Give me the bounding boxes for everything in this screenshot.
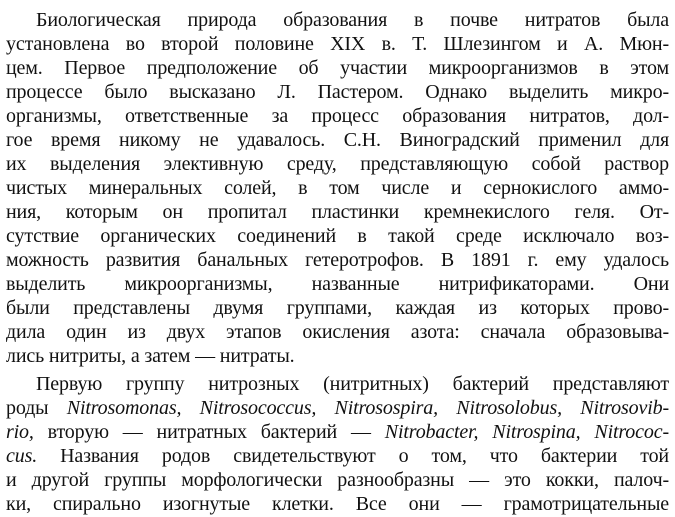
genus-name: Nitrosolobus, — [456, 397, 562, 419]
paragraph-1-line: выделить микроорганизмы, названные нитрификаторами. Они — [6, 273, 669, 295]
genus-name: Nitrobacter, — [384, 421, 479, 443]
genus-name: Nitrosospira, — [334, 397, 438, 419]
paragraph-2-line: Первую группу нитрозных (нитритных) бактерий представляют — [36, 373, 669, 395]
paragraph-2-line: ки, спирально изогнутые клетки. Все они — грамотрицательные — [6, 493, 669, 515]
paragraph-1-line: установлена во второй половине XIX в. Т. Шлезингом и А. Мюн- — [6, 33, 669, 55]
genus-name: cus. — [6, 445, 38, 467]
paragraph-1-line: организмы, ответственные за процесс образования нитратов, дол- — [6, 105, 669, 127]
paragraph-1-line: сутствие органических соединений в такой среде исключало воз- — [6, 225, 669, 247]
paragraph-1-line: можность развития банальных гетеротрофов. В 1891 г. ему удалось — [6, 249, 669, 271]
paragraph-2-line — [6, 420, 669, 444]
paragraph-1-line: их выделения элективную среду, представляющую собой раствор — [6, 153, 669, 175]
genus-name: Nitrococ- — [594, 421, 669, 443]
paragraph-1-last-line: лись нитриты, а затем — нитраты. — [6, 345, 295, 367]
paragraph-1-line: процессе было высказано Л. Пастером. Однако выделить микро- — [6, 81, 669, 103]
text-fragment: роды — [6, 397, 67, 419]
paragraph-2-line — [6, 396, 669, 420]
paragraph-1-line: ния, которым он пропитал пластинки кремнекислого геля. От- — [6, 201, 669, 223]
paragraph-1-line: дила один из двух этапов окисления азота: сначала образовыва- — [6, 321, 669, 343]
paragraph-1-line: цем. Первое предположение об участии микроорганизмов в этом — [6, 57, 669, 79]
paragraph-1-line: Биологическая природа образования в почве нитратов была — [36, 9, 669, 31]
paragraph-1-line: чистых минеральных солей, в том числе и сернокислого аммо- — [6, 177, 669, 199]
genus-name: Nitrospina, — [492, 421, 581, 443]
text-fragment: вторую — нитратных бактерий — — [47, 421, 371, 443]
text-fragment: Названия родов свидетельствуют о том, что бактерии той — [60, 445, 669, 467]
paragraph-2-line: и другой группы морфологически разнообразны — это кокки, палоч- — [6, 469, 669, 491]
genus-name: rio, — [6, 421, 34, 443]
paragraph-1-line: были представлены двумя группами, каждая из которых прово- — [6, 297, 669, 319]
genus-name: Nitrosococcus, — [199, 397, 317, 419]
genus-name: Nitrosovib- — [580, 397, 670, 419]
paragraph-2-line — [6, 444, 669, 468]
genus-name: Nitrosomonas, — [66, 397, 182, 419]
paragraph-1-line: гое время никому не удавалось. С.Н. Виноградский применил для — [6, 129, 669, 151]
